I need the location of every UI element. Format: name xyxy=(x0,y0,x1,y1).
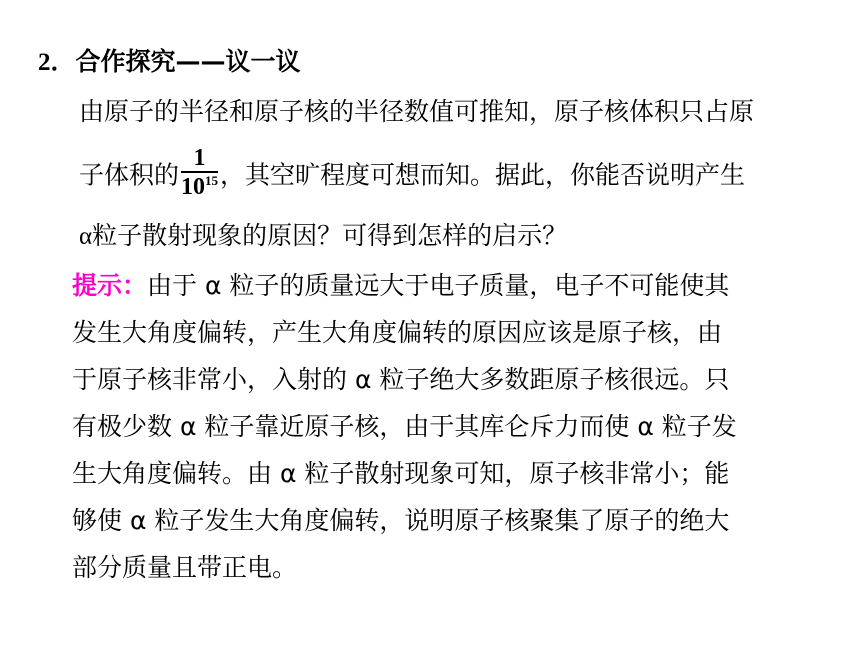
answer-line: 发生大角度偏转，产生大角度偏转的原因应该是原子核，由 xyxy=(72,318,723,347)
fraction-denominator-exponent: 15 xyxy=(205,173,219,188)
section-title: 合作探究——议一议 xyxy=(75,47,301,76)
question-line-2-before: 子体积的 xyxy=(79,160,180,190)
volume-fraction xyxy=(181,146,218,199)
answer-line: 于原子核非常小，入射的 α 粒子绝大多数距原子核很远。只 xyxy=(72,365,730,394)
answer-line: 部分质量且带正电。 xyxy=(72,553,298,582)
question-line-3-rest: 粒子散射现象的原因？可得到怎样的启示？ xyxy=(92,221,568,250)
answer-line: 有极少数 α 粒子靠近原子核，由于其库仑斥力而使 α 粒子发 xyxy=(72,412,737,441)
answer-line: 够使 α 粒子发生大角度偏转，说明原子核聚集了原子的绝大 xyxy=(72,506,730,535)
answer-line: 生大角度偏转。由 α 粒子散射现象可知，原子核非常小；能 xyxy=(72,459,730,488)
hint-answer xyxy=(72,262,792,591)
fraction-numerator: 1 xyxy=(193,145,206,171)
fraction-denominator-base: 10 xyxy=(181,174,206,200)
question-line-2-after: ，其空旷程度可想而知。据此，你能否说明产生 xyxy=(220,160,746,190)
fraction-denominator xyxy=(181,175,218,199)
answer-line xyxy=(72,262,792,309)
alpha-symbol: α xyxy=(79,223,93,250)
hint-label: 提示： xyxy=(72,271,148,300)
question-line-1: 由原子的半径和原子核的半径数值可推知，原子核体积只占原 xyxy=(79,97,755,126)
section-heading xyxy=(38,44,301,81)
question-line-2 xyxy=(79,145,746,203)
answer-line-text: 由于 α 粒子的质量远大于电子质量，电子不可能使其 xyxy=(147,271,730,300)
question-line-3 xyxy=(79,218,567,255)
section-number: 2． xyxy=(38,49,76,76)
